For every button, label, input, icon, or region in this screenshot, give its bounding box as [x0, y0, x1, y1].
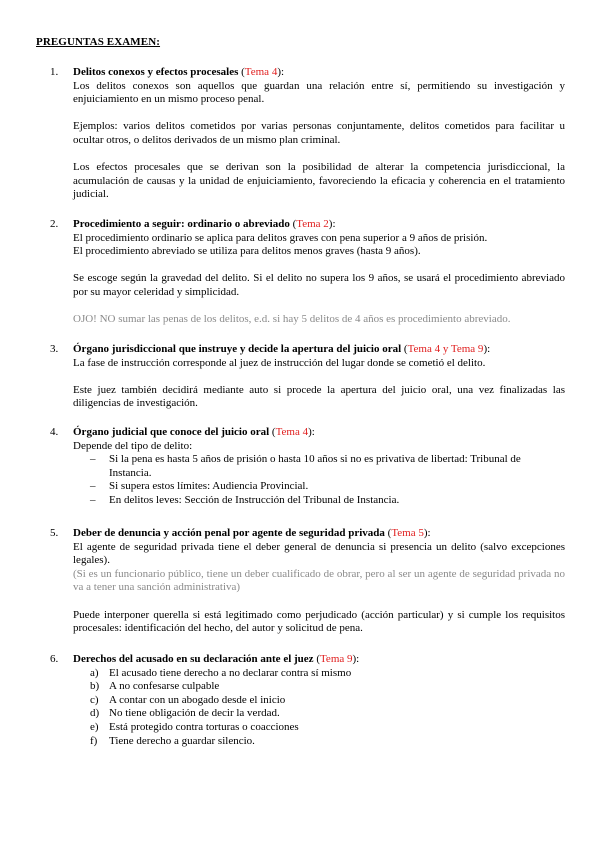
- paragraph: La fase de instrucción corresponde al juez de instrucción del lugar donde se cometió el delito.: [73, 356, 486, 369]
- dash-list: [73, 453, 565, 507]
- list-item: [73, 667, 565, 681]
- paragraph-line: El procedimiento abreviado se utiliza para delitos menos graves (hasta 9 años).: [73, 245, 421, 258]
- lettered-list: [73, 667, 565, 749]
- paragraph: Se escoge según la gravedad del delito. Si el delito no supera los 9 años, se usará el procedimiento abreviado por su mayor celeridad y simplicidad.: [73, 272, 565, 298]
- question-heading: [73, 426, 565, 440]
- question-title: Derechos del acusado en su declaración ante el juez: [73, 653, 314, 665]
- question-5: [50, 527, 565, 636]
- list-item: [73, 694, 565, 708]
- question-title: Procedimiento a seguir: ordinario o abreviado: [73, 218, 290, 230]
- question-number: 3.: [50, 343, 59, 355]
- note-text: (Si es un funcionario público, tiene un deber cualificado de obrar, pero al ser un agente de seguridad privada no va a tener una sanción administrativa): [73, 567, 565, 594]
- tema-close: ):: [308, 426, 315, 438]
- tema-close: ):: [483, 343, 491, 355]
- tema-open: (: [316, 653, 320, 665]
- tema-close: ):: [328, 218, 336, 230]
- list-marker: f): [90, 734, 98, 747]
- dash-bullet: –: [90, 493, 96, 506]
- paragraph: El agente de seguridad privada tiene el deber general de denuncia si presencia un delito (salvo excepciones legales).: [73, 540, 565, 567]
- paragraph: Puede interponer querella si está legitimado como perjudicado (acción particular) y si cumple los requisitos procesales: identificación del hecho, del autor y solicitud de pena.: [73, 608, 565, 635]
- list-item: [73, 707, 565, 721]
- question-title: Órgano jurisdiccional que instruye y decide la apertura del juicio oral: [73, 343, 402, 355]
- question-title: Delitos conexos y efectos procesales: [73, 66, 239, 78]
- question-4: [50, 426, 565, 508]
- paragraph: Este juez también decidirá mediante auto si procede la apertura del juicio oral, una vez finalizadas las diligencias de investigación.: [73, 383, 565, 410]
- tema-open: (: [387, 527, 392, 539]
- tema-open: (: [403, 343, 408, 355]
- question-3: [50, 343, 565, 411]
- dash-bullet: –: [90, 453, 96, 466]
- list-item: [73, 735, 565, 749]
- list-item-text: No tiene obligación de decir la verdad.: [109, 707, 280, 720]
- list-item: [73, 453, 565, 480]
- tema-reference: Tema 2: [296, 218, 329, 230]
- question-number: 4.: [50, 426, 59, 438]
- question-number: 2.: [50, 218, 59, 230]
- question-number: 1.: [50, 66, 59, 78]
- note-text: OJO! NO sumar las penas de los delitos, e.d. si hay 5 delitos de 4 años es procedimiento abreviado.: [73, 313, 511, 326]
- tema-reference: Tema 4: [244, 66, 278, 78]
- list-item: [73, 680, 565, 694]
- question-heading: [73, 343, 565, 357]
- question-heading: [73, 653, 565, 667]
- question-number: 5.: [50, 527, 59, 539]
- list-item: [73, 480, 565, 494]
- list-item-text: Está protegido contra torturas o coacciones: [109, 720, 299, 733]
- paragraph: Los delitos conexos son aquellos que guardan una relación entre sí, permitiendo su investigación y enjuiciamiento en un mismo proceso penal.: [73, 79, 565, 106]
- list-item: [73, 721, 565, 735]
- question-heading: [73, 218, 565, 232]
- question-number: 6.: [50, 653, 59, 665]
- list-marker: a): [90, 666, 99, 679]
- paragraph: Ejemplos: varios delitos cometidos por varias personas conjuntamente, delitos cometidos para facilitar u ocultar otros, o delitos derivados de un mismo plan criminal.: [73, 120, 565, 146]
- question-6: [50, 653, 565, 748]
- tema-open: (: [292, 218, 297, 230]
- list-marker: d): [90, 707, 100, 720]
- question-1: [50, 66, 565, 202]
- question-title: Órgano judicial que conoce del juicio oral: [73, 426, 270, 438]
- list-marker: e): [90, 720, 99, 733]
- list-item-text: Tiene derecho a guardar silencio.: [109, 734, 255, 747]
- list-item-text: En delitos leves: Sección de Instrucción del Tribunal de Instancia.: [109, 493, 400, 506]
- list-item-text: A contar con un abogado desde el inicio: [109, 693, 286, 706]
- list-marker: b): [90, 680, 100, 693]
- intro-text: Depende del tipo de delito:: [73, 439, 193, 452]
- list-item-text: A no confesarse culpable: [109, 680, 220, 693]
- question-2: [50, 218, 565, 327]
- tema-close: ):: [277, 66, 285, 78]
- list-item-text: Si supera estos límites: Audiencia Provincial.: [109, 480, 309, 493]
- tema-reference: Tema 5: [391, 527, 424, 539]
- question-title: Deber de denuncia y acción penal por agente de seguridad privada: [73, 527, 385, 539]
- list-marker: c): [90, 693, 99, 706]
- tema-open: (: [271, 426, 276, 438]
- tema-reference: Tema 9: [319, 653, 353, 665]
- tema-close: ):: [352, 653, 360, 665]
- page-title: PREGUNTAS EXAMEN:: [36, 36, 161, 48]
- tema-open: (: [241, 66, 245, 78]
- question-heading: [73, 527, 565, 541]
- list-item: [73, 494, 565, 508]
- tema-reference: Tema 4: [275, 426, 309, 438]
- paragraph: Los efectos procesales que se derivan son la posibilidad de alterar la competencia jurisdiccional, la acumulación de causas y la unidad de enjuiciamiento, favoreciendo la eficacia y coherencia en el tratamiento judicial.: [73, 161, 565, 201]
- dash-bullet: –: [90, 480, 96, 493]
- tema-close: ):: [423, 527, 431, 539]
- paragraph-line: El procedimiento ordinario se aplica para delitos graves con pena superior a 9 años de prisión.: [73, 231, 488, 244]
- list-item-text: El acusado tiene derecho a no declarar contra sí mismo: [109, 666, 352, 679]
- tema-reference: Tema 4 y Tema 9: [407, 343, 484, 355]
- question-heading: [73, 66, 565, 80]
- list-item-text: Si la pena es hasta 5 años de prisión o hasta 10 años si no es privativa de libertad: Tribunal de Instancia.: [109, 453, 521, 479]
